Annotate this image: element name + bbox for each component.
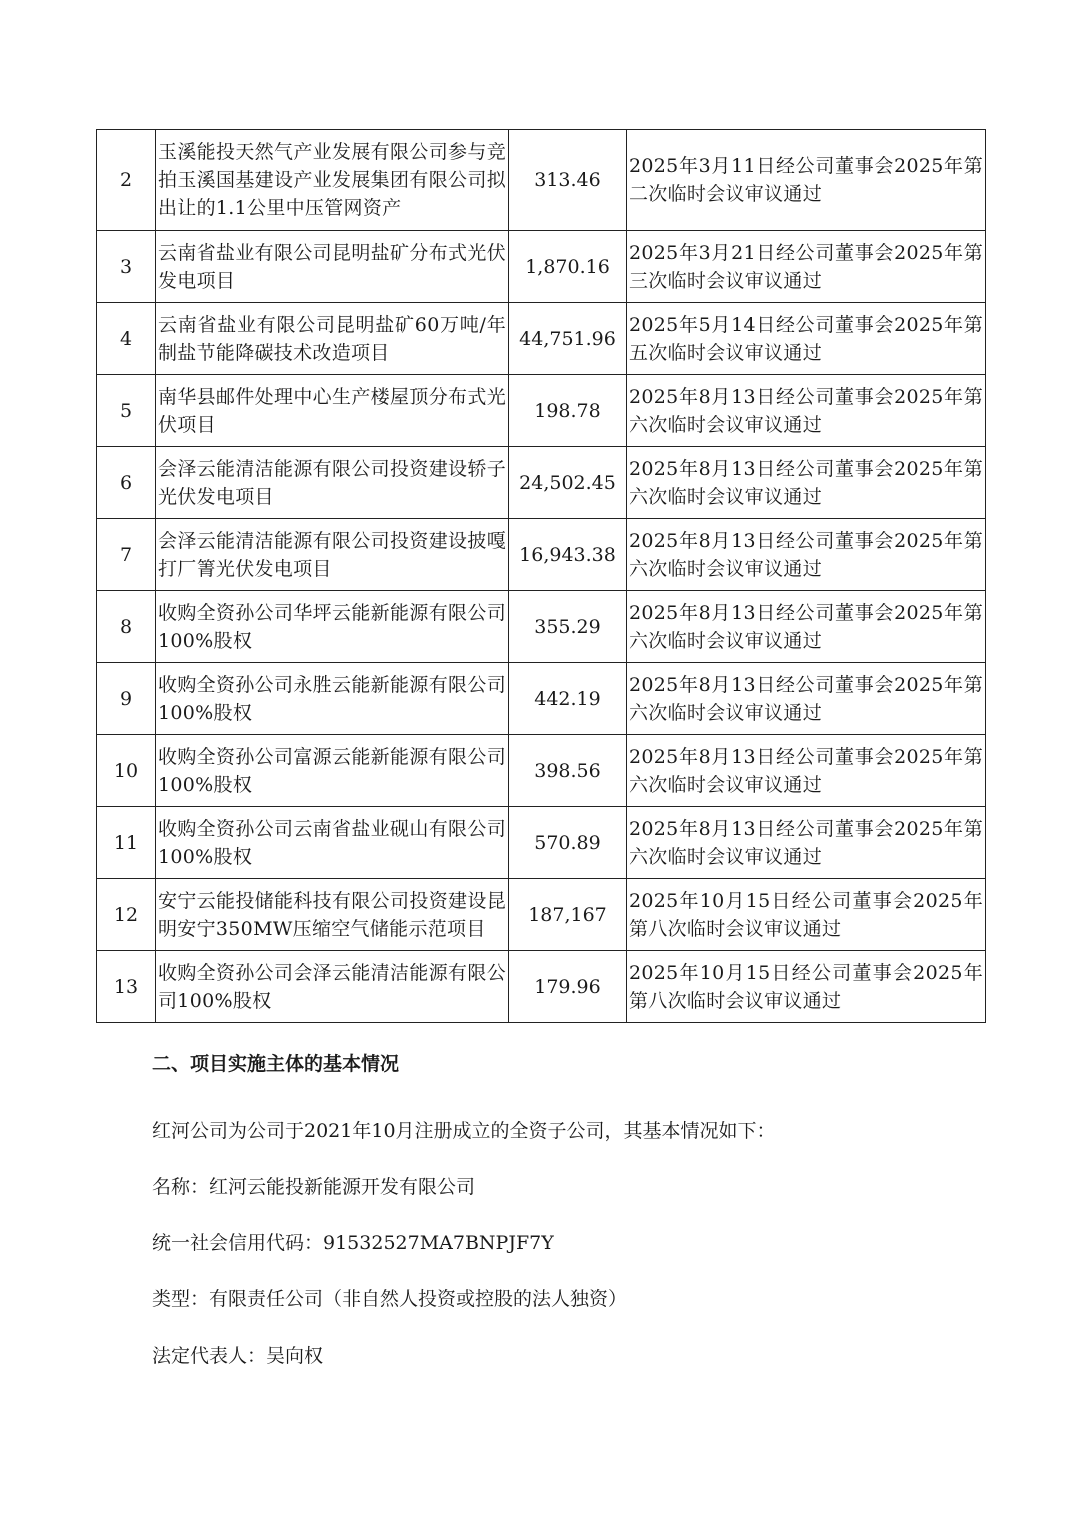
investment-amount: 179.96 — [509, 951, 627, 1023]
project-name: 会泽云能清洁能源有限公司投资建设披嘎打厂箐光伏发电项目 — [156, 519, 509, 591]
approval-status: 2025年8月13日经公司董事会2025年第六次临时会议审议通过 — [627, 519, 986, 591]
project-name: 云南省盐业有限公司昆明盐矿60万吨/年制盐节能降碳技术改造项目 — [156, 303, 509, 375]
table-row — [97, 807, 986, 879]
investment-amount: 313.46 — [509, 130, 627, 231]
table-row — [97, 519, 986, 591]
approval-status: 2025年8月13日经公司董事会2025年第六次临时会议审议通过 — [627, 591, 986, 663]
investment-amount: 570.89 — [509, 807, 627, 879]
approval-status: 2025年8月13日经公司董事会2025年第六次临时会议审议通过 — [627, 735, 986, 807]
approval-status: 2025年10月15日经公司董事会2025年第八次临时会议审议通过 — [627, 951, 986, 1023]
row-number: 13 — [97, 951, 156, 1023]
table-row — [97, 879, 986, 951]
project-name: 收购全资孙公司富源云能新能源有限公司100%股权 — [156, 735, 509, 807]
row-number: 3 — [97, 231, 156, 303]
project-name: 收购全资孙公司云南省盐业砚山有限公司100%股权 — [156, 807, 509, 879]
approval-status: 2025年8月13日经公司董事会2025年第六次临时会议审议通过 — [627, 375, 986, 447]
investment-projects-table — [96, 129, 986, 1023]
table-row — [97, 447, 986, 519]
investment-amount: 198.78 — [509, 375, 627, 447]
table-row — [97, 130, 986, 231]
investment-amount: 44,751.96 — [509, 303, 627, 375]
table-row — [97, 591, 986, 663]
investment-amount: 398.56 — [509, 735, 627, 807]
investment-amount: 355.29 — [509, 591, 627, 663]
table-row — [97, 951, 986, 1023]
project-name: 安宁云能投储能科技有限公司投资建设昆明安宁350MW压缩空气储能示范项目 — [156, 879, 509, 951]
credit-code-line: 统一社会信用代码：91532527MA7BNPJF7Y — [152, 1232, 554, 1254]
investment-amount: 16,943.38 — [509, 519, 627, 591]
investment-amount: 1,870.16 — [509, 231, 627, 303]
legal-representative-line: 法定代表人：吴向权 — [152, 1345, 324, 1367]
project-name: 玉溪能投天然气产业发展有限公司参与竞拍玉溪国基建设产业发展集团有限公司拟出让的1.1公里中压管网资产 — [156, 130, 509, 231]
table-row — [97, 303, 986, 375]
row-number: 7 — [97, 519, 156, 591]
approval-status: 2025年3月11日经公司董事会2025年第二次临时会议审议通过 — [627, 130, 986, 231]
table-row — [97, 375, 986, 447]
approval-status: 2025年8月13日经公司董事会2025年第六次临时会议审议通过 — [627, 447, 986, 519]
company-type-line: 类型：有限责任公司（非自然人投资或控股的法人独资） — [152, 1288, 628, 1310]
approval-status: 2025年8月13日经公司董事会2025年第六次临时会议审议通过 — [627, 663, 986, 735]
section-heading: 二、项目实施主体的基本情况 — [152, 1053, 400, 1075]
row-number: 2 — [97, 130, 156, 231]
row-number: 11 — [97, 807, 156, 879]
table-row — [97, 231, 986, 303]
row-number: 5 — [97, 375, 156, 447]
intro-paragraph: 红河公司为公司于2021年10月注册成立的全资子公司，其基本情况如下： — [152, 1120, 776, 1142]
approval-status: 2025年5月14日经公司董事会2025年第五次临时会议审议通过 — [627, 303, 986, 375]
investment-amount: 442.19 — [509, 663, 627, 735]
row-number: 10 — [97, 735, 156, 807]
row-number: 4 — [97, 303, 156, 375]
investment-amount: 24,502.45 — [509, 447, 627, 519]
approval-status: 2025年8月13日经公司董事会2025年第六次临时会议审议通过 — [627, 807, 986, 879]
table-body — [97, 130, 986, 1023]
approval-status: 2025年3月21日经公司董事会2025年第三次临时会议审议通过 — [627, 231, 986, 303]
row-number: 9 — [97, 663, 156, 735]
project-name: 会泽云能清洁能源有限公司投资建设轿子光伏发电项目 — [156, 447, 509, 519]
table-row — [97, 735, 986, 807]
row-number: 6 — [97, 447, 156, 519]
approval-status: 2025年10月15日经公司董事会2025年第八次临时会议审议通过 — [627, 879, 986, 951]
investment-amount: 187,167 — [509, 879, 627, 951]
row-number: 8 — [97, 591, 156, 663]
table-row — [97, 663, 986, 735]
project-name: 收购全资孙公司会泽云能清洁能源有限公司100%股权 — [156, 951, 509, 1023]
company-name-line: 名称：红河云能投新能源开发有限公司 — [152, 1176, 476, 1198]
project-name: 收购全资孙公司华坪云能新能源有限公司100%股权 — [156, 591, 509, 663]
project-name: 云南省盐业有限公司昆明盐矿分布式光伏发电项目 — [156, 231, 509, 303]
row-number: 12 — [97, 879, 156, 951]
project-name: 南华县邮件处理中心生产楼屋顶分布式光伏项目 — [156, 375, 509, 447]
project-name: 收购全资孙公司永胜云能新能源有限公司100%股权 — [156, 663, 509, 735]
